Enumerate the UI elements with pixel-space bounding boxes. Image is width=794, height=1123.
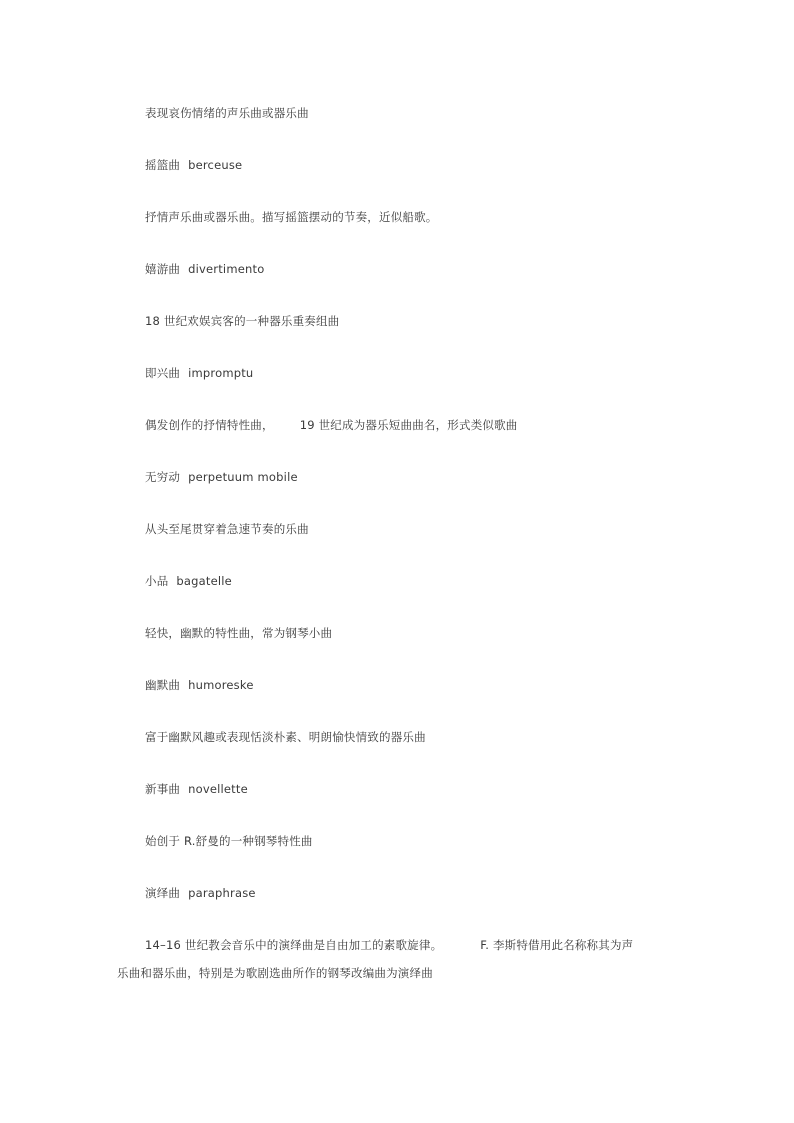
term-perpetuum-mobile <box>145 470 298 484</box>
definition-elegy: 表现哀伤情绪的声乐曲或器乐曲 <box>145 106 309 120</box>
term-en: novellette <box>188 782 248 796</box>
term-zh: 演绎曲 <box>145 886 181 900</box>
definition-perpetuum-mobile: 从头至尾贯穿着急速节奏的乐曲 <box>145 522 309 536</box>
definition-part-a: 14–16 世纪教会音乐中的演绎曲是自由加工的素歌旋律。 <box>145 938 443 952</box>
term-zh: 新事曲 <box>145 782 181 796</box>
definition-part-b: 19 世纪成为器乐短曲曲名，形式类似歌曲 <box>299 418 518 432</box>
definition-part-b: F. 李斯特借用此名称称其为声 <box>480 938 634 952</box>
term-en: perpetuum mobile <box>188 470 298 484</box>
term-novellette <box>145 782 248 796</box>
term-zh: 幽默曲 <box>145 678 181 692</box>
term-zh: 无穷动 <box>145 470 181 484</box>
definition-divertimento: 18 世纪欢娱宾客的一种器乐重奏组曲 <box>145 314 340 328</box>
term-divertimento <box>145 262 264 276</box>
definition-bagatelle: 轻快，幽默的特性曲，常为钢琴小曲 <box>145 626 333 640</box>
term-impromptu <box>145 366 253 380</box>
term-humoreske <box>145 678 254 692</box>
definition-part-a: 偶发创作的抒情特性曲， <box>145 418 274 432</box>
term-zh: 摇篮曲 <box>145 158 181 172</box>
term-berceuse <box>145 158 242 172</box>
definition-impromptu <box>145 418 518 432</box>
term-en: berceuse <box>188 158 243 172</box>
term-paraphrase <box>145 886 256 900</box>
term-en: impromptu <box>188 366 254 380</box>
term-zh: 嬉游曲 <box>145 262 181 276</box>
definition-novellette: 始创于 R.舒曼的一种钢琴特性曲 <box>145 834 313 848</box>
term-en: paraphrase <box>188 886 256 900</box>
term-bagatelle <box>145 574 232 588</box>
term-en: humoreske <box>188 678 254 692</box>
term-zh: 小品 <box>145 574 169 588</box>
term-zh: 即兴曲 <box>145 366 181 380</box>
definition-berceuse: 抒情声乐曲或器乐曲。描写摇篮摆动的节奏，近似船歌。 <box>145 210 438 224</box>
definition-paraphrase-line-1 <box>145 938 633 952</box>
term-en: bagatelle <box>176 574 232 588</box>
term-en: divertimento <box>188 262 265 276</box>
definition-paraphrase-line-2: 乐曲和器乐曲，特别是为歌剧选曲所作的钢琴改编曲为演绎曲 <box>117 966 433 980</box>
definition-humoreske: 富于幽默风趣或表现恬淡朴素、明朗愉快情致的器乐曲 <box>145 730 426 744</box>
